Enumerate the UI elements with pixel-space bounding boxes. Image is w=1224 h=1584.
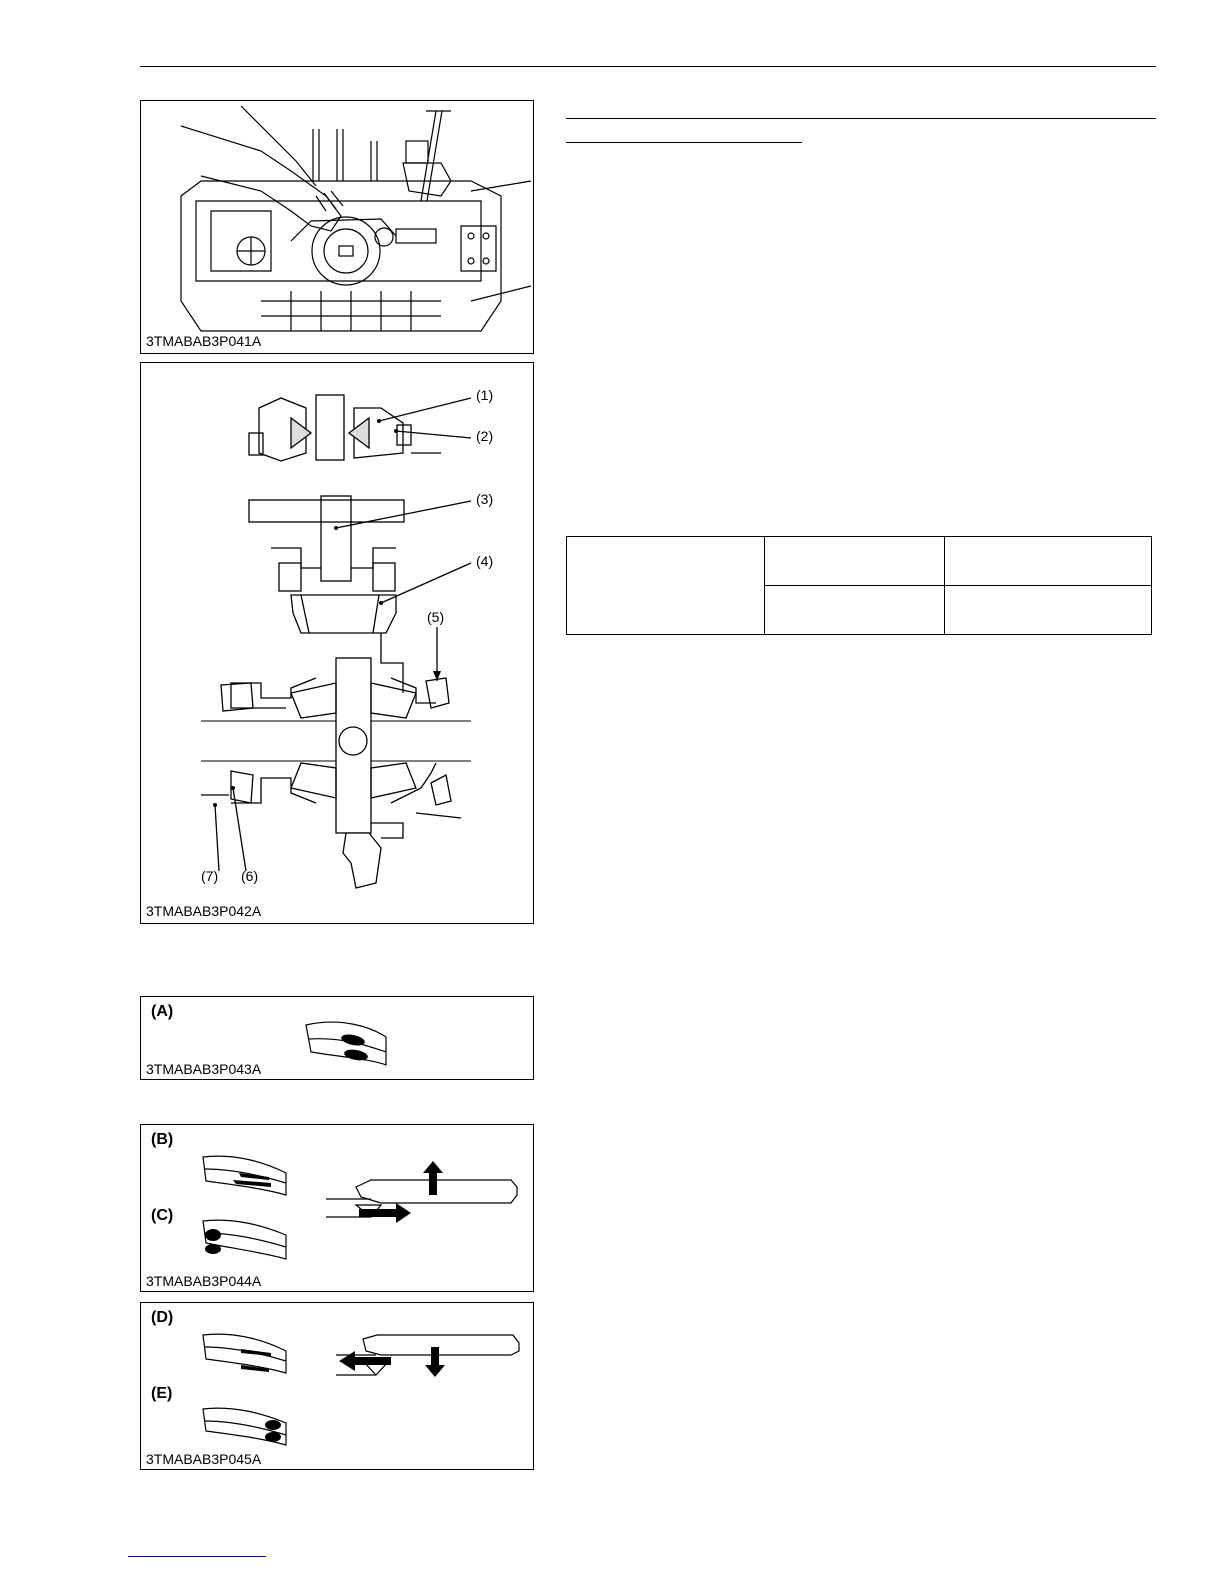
figure-code: 3TMABAB3P044A xyxy=(146,1273,262,1289)
section-subtitle-underline xyxy=(566,142,802,143)
spec-table-cell xyxy=(765,537,945,586)
spec-table-cell xyxy=(945,537,1152,586)
figure-code: 3TMABAB3P042A xyxy=(146,903,262,919)
figure-code: 3TMABAB3P043A xyxy=(146,1061,262,1077)
section-title-rule xyxy=(566,118,1156,119)
figure-tooth-contact-de xyxy=(140,1302,534,1470)
measuring-illustration xyxy=(141,101,533,353)
tooth-contact-de-drawing xyxy=(141,1303,533,1469)
figure-code: 3TMABAB3P041A xyxy=(146,333,262,349)
callout-5: (5) xyxy=(427,609,445,625)
letter-d: (D) xyxy=(151,1309,174,1326)
differential-cross-section xyxy=(141,363,533,923)
spec-table-cell xyxy=(765,586,945,635)
figure-tooth-contact-bc xyxy=(140,1124,534,1292)
figure-measuring-photo xyxy=(140,100,534,354)
callout-2: (2) xyxy=(476,428,494,444)
callout-3: (3) xyxy=(476,491,494,507)
callout-6: (6) xyxy=(241,868,259,884)
callout-7: (7) xyxy=(201,868,219,884)
tooth-contact-bc-drawing xyxy=(141,1125,533,1291)
letter-a: (A) xyxy=(151,1003,174,1020)
callout-4: (4) xyxy=(476,553,494,569)
callout-1: (1) xyxy=(476,387,494,403)
figure-differential-section xyxy=(140,362,534,924)
footer-link-underline[interactable] xyxy=(128,1556,266,1557)
spec-table-cell xyxy=(945,586,1152,635)
letter-b: (B) xyxy=(151,1131,174,1148)
letter-c: (C) xyxy=(151,1207,174,1224)
spec-table-item-cell xyxy=(567,537,765,635)
letter-e: (E) xyxy=(151,1385,173,1402)
spec-table xyxy=(566,536,1152,635)
figure-tooth-contact-a xyxy=(140,996,534,1080)
figure-code: 3TMABAB3P045A xyxy=(146,1451,262,1467)
header-rule xyxy=(140,66,1156,67)
